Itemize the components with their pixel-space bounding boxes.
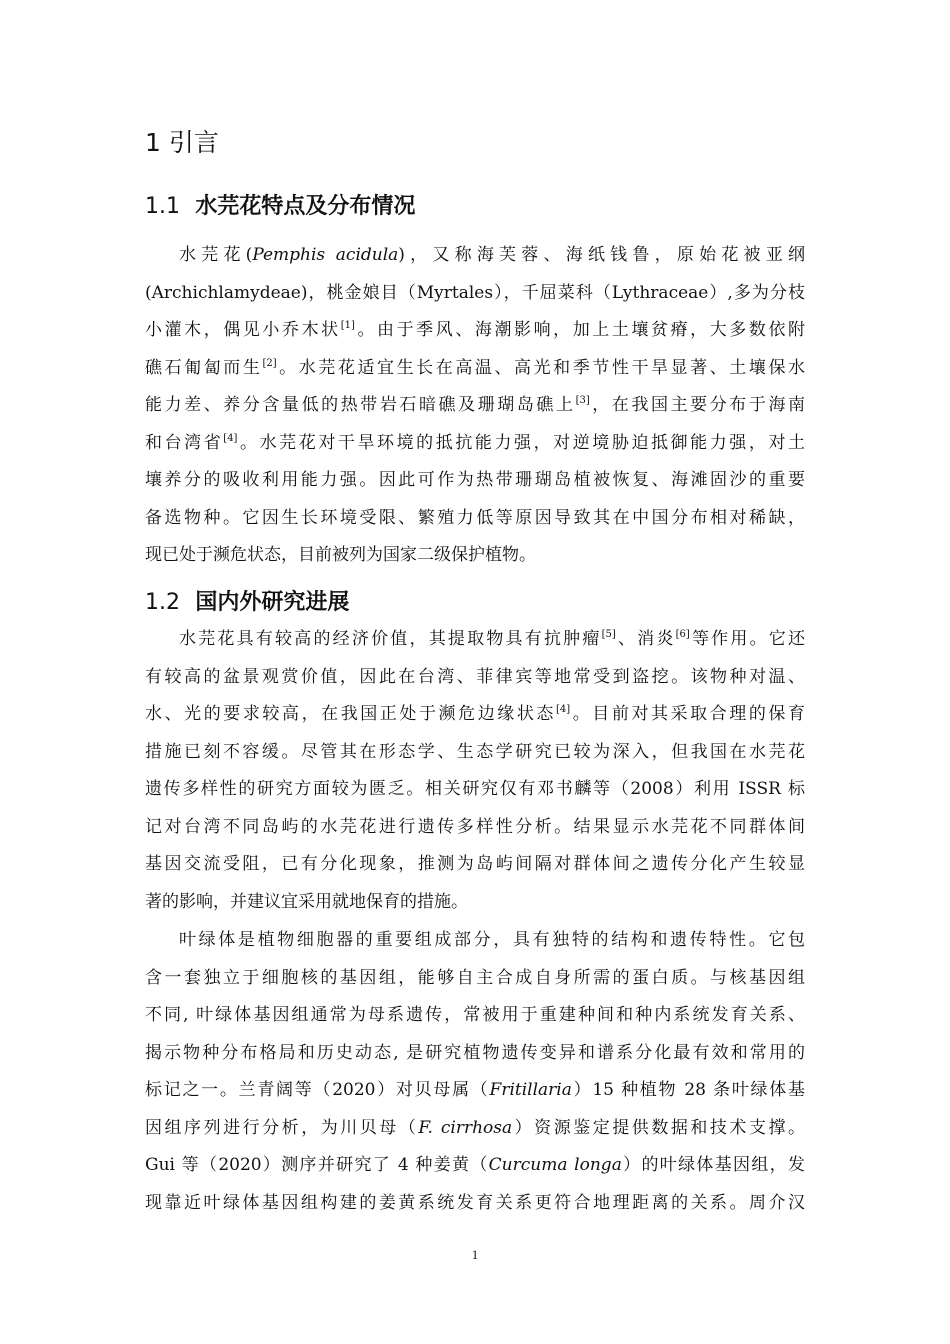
text-run: 、消炎 [615, 629, 676, 649]
text-run: 能力差、养分含量低的热带岩石暗礁及珊瑚岛礁上 [145, 395, 576, 415]
text-run: 水芫花具有较高的经济价值，其提取物具有抗肿瘤 [179, 629, 602, 649]
text-run: 和台湾省 [145, 432, 224, 453]
text-run: ）资源鉴定提供数据和技术支撑。 [512, 1117, 805, 1138]
text-run: 现已处于濒危状态，目前被列为国家二级保护植物。 [145, 545, 536, 565]
text-line [145, 387, 805, 425]
text-run: 水芫花( [179, 245, 253, 265]
section-number: 1.1 [145, 194, 180, 219]
text-run: 等作用。它还 [689, 629, 805, 649]
chapter-heading: 1 引言 [145, 128, 219, 157]
text-line [145, 809, 805, 847]
text-run: 措施已刻不容缓。尽管其在形态学、生态学研究已较为深入，但我国在水芫花 [145, 741, 805, 762]
text-run: ）15 种植物 28 条叶绿体基 [571, 1080, 805, 1100]
text-run: (Archichlamydeae)，桃金娘目（Myrtales），千屈菜科（Lythraceae）,多为分枝 [145, 282, 805, 303]
text-line [145, 275, 805, 313]
text-run: 遗传多样性的研究方面较为匮乏。相关研究仅有邓书麟等（2008）利用 ISSR 标 [145, 779, 805, 799]
section-title: 国内外研究进展 [195, 590, 350, 615]
text-line [145, 1147, 805, 1185]
text-line [145, 425, 805, 463]
text-line [145, 997, 805, 1035]
text-run: ，在我国主要分布于海南 [589, 395, 805, 415]
text-line [145, 537, 805, 575]
text-run: Gui 等（2020）测序并研究了 4 种姜黄（ [145, 1155, 489, 1175]
text-run: 有较高的盆景观赏价值，因此在台湾、菲律宾等地常受到盗挖。该物种对温、 [145, 666, 805, 687]
citation-superscript: [5] [601, 629, 616, 640]
text-line [145, 312, 805, 350]
text-line [145, 659, 805, 697]
text-run: 水、光的要求较高，在我国正处于濒危边缘状态 [145, 704, 556, 724]
text-run: 标记之一。兰青阔等（2020）对贝母属（ [145, 1080, 490, 1100]
citation-superscript: [6] [675, 629, 690, 640]
text-run: 小灌木，偶见小乔木状 [145, 320, 341, 340]
text-run: 壤养分的吸收利用能力强。因此可作为热带珊瑚岛植被恢复、海滩固沙的重要 [145, 470, 805, 490]
text-line [145, 621, 805, 659]
italic-species-name: Curcuma longa [488, 1155, 622, 1175]
italic-species-name: Pemphis acidula [252, 245, 399, 265]
text-run: 叶绿体是植物细胞器的重要组成部分，具有独特的结构和遗传特性。它包 [179, 930, 805, 950]
text-line [145, 960, 805, 998]
text-line [145, 350, 805, 388]
text-line [145, 922, 805, 960]
text-run: 不同, 叶绿体基因组通常为母系遗传，常被用于重建种间和种内系统发育关系、 [145, 1005, 805, 1025]
text-run: )，又称海芙蓉、海纸钱鲁，原始花被亚纲 [398, 245, 805, 265]
text-line [145, 696, 805, 734]
italic-species-name: F. cirrhosa [418, 1117, 513, 1138]
paragraph-research-progress [145, 621, 805, 921]
section-heading-1-2 [145, 588, 349, 618]
text-run: 现靠近叶绿体基因组构建的姜黄系统发育关系更符合地理距离的关系。周介汉 [145, 1192, 805, 1213]
text-line [145, 734, 805, 772]
citation-superscript: [4] [555, 704, 571, 715]
text-line [145, 237, 805, 275]
italic-species-name: Fritillaria [489, 1080, 572, 1100]
citation-superscript: [4] [223, 432, 238, 444]
text-line [145, 884, 805, 922]
text-run: 基因交流受阻，已有分化现象，推测为岛屿间隔对群体间之遗传分化产生较显 [145, 854, 805, 874]
text-run: 记对台湾不同岛屿的水芫花进行遗传多样性分析。结果显示水芫花不同群体间 [145, 816, 805, 837]
text-line [145, 771, 805, 809]
text-run: 著的影响，并建议宜采用就地保育的措施。 [145, 891, 468, 912]
text-run: 。目前对其采取合理的保育 [570, 704, 805, 724]
text-run: ）的叶绿体基因组，发 [621, 1155, 805, 1175]
text-run: 含一套独立于细胞核的基因组，能够自主合成自身所需的蛋白质。与核基因组 [145, 967, 805, 988]
text-line [145, 846, 805, 884]
text-line [145, 1035, 805, 1073]
section-number: 1.2 [145, 590, 180, 615]
paragraph-distribution [145, 237, 805, 575]
text-run: 因组序列进行分析，为川贝母（ [145, 1117, 419, 1138]
page-number: 1 [471, 1247, 479, 1262]
citation-superscript: [3] [575, 395, 590, 406]
paragraph-chloroplast [145, 922, 805, 1222]
citation-superscript: [2] [262, 357, 277, 369]
text-line [145, 1110, 805, 1148]
section-title: 水芫花特点及分布情况 [195, 194, 416, 219]
text-run: 礁石匍匐而生 [145, 357, 263, 378]
citation-superscript: [1] [340, 320, 355, 331]
text-run: 。水芫花对干旱环境的抵抗能力强，对逆境胁迫抵御能力强，对土 [237, 432, 805, 453]
text-line [145, 1072, 805, 1110]
text-line [145, 462, 805, 500]
text-line [145, 500, 805, 538]
text-run: 。由于季风、海潮影响，加上土壤贫瘠，大多数依附 [354, 320, 805, 340]
text-run: 。水芫花适宜生长在高温、高光和季节性干旱显著、土壤保水 [276, 357, 805, 378]
text-run: 揭示物种分布格局和历史动态, 是研究植物遗传变异和谱系分化最有效和常用的 [145, 1042, 805, 1063]
section-heading-1-1 [145, 192, 415, 222]
text-line [145, 1185, 805, 1223]
text-run: 备选物种。它因生长环境受限、繁殖力低等原因导致其在中国分布相对稀缺， [145, 507, 805, 528]
